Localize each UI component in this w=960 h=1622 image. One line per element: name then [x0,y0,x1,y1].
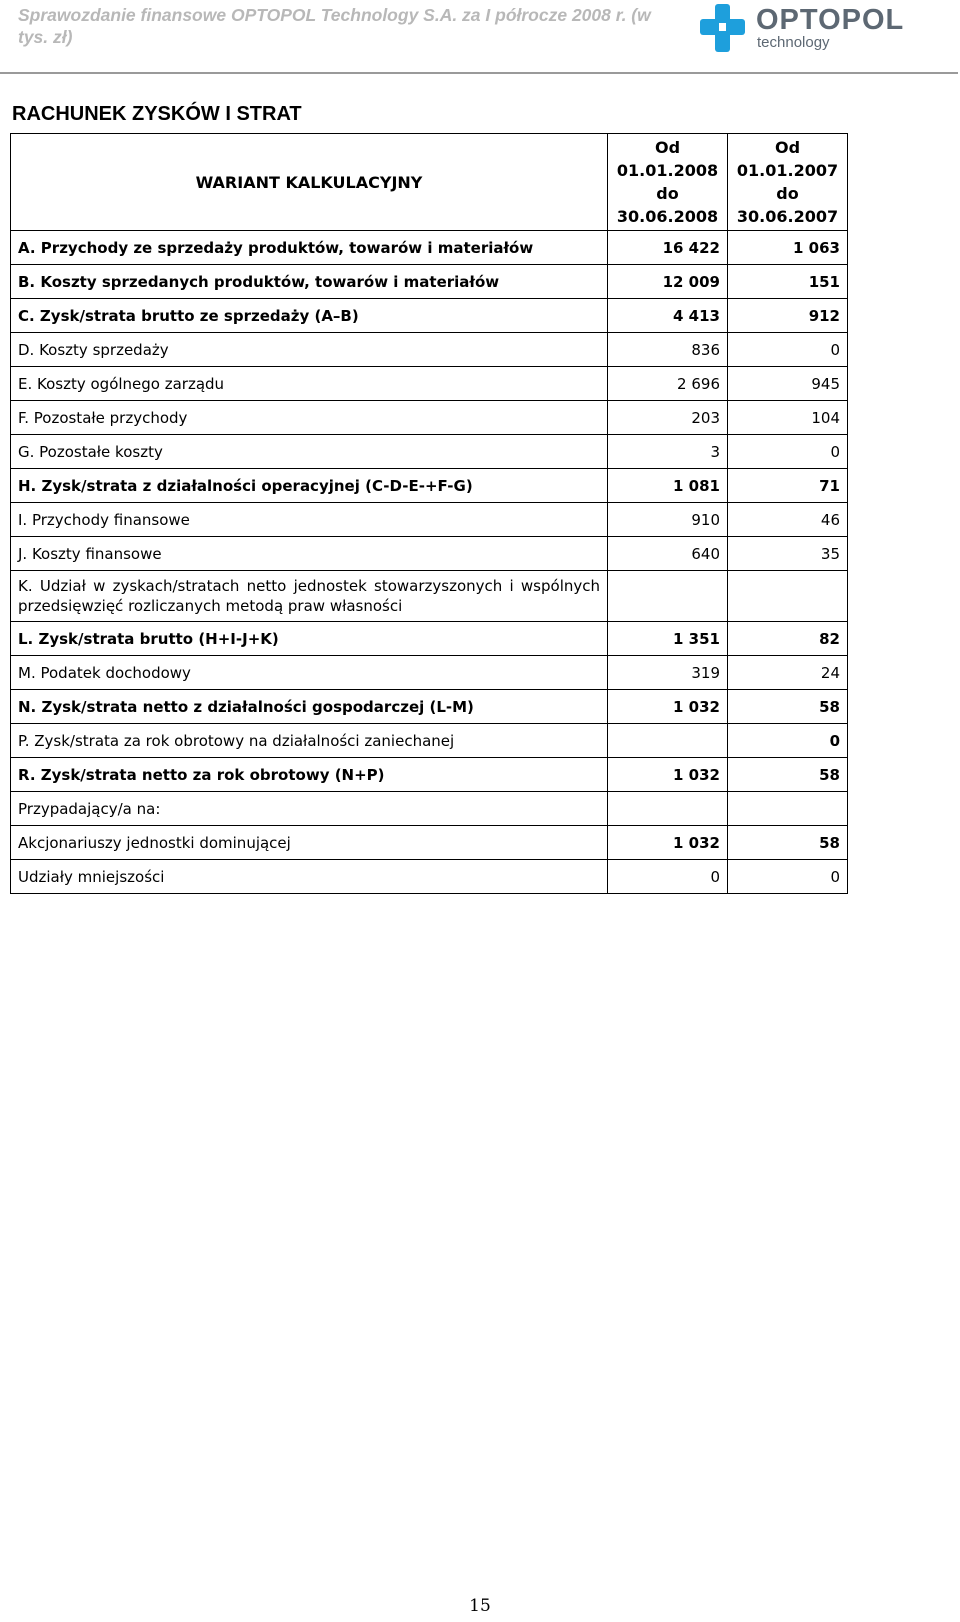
row-label: R. Zysk/strata netto za rok obrotowy (N+P) [11,758,608,792]
value-2007: 0 [728,724,848,758]
value-2007: 1 063 [728,231,848,265]
row-label: C. Zysk/strata brutto ze sprzedaży (A–B) [11,299,608,333]
row-label: J. Koszty finansowe [11,537,608,571]
period-to-label: do [656,184,679,203]
period-from-date: 01.01.2008 [616,161,719,180]
value-2007: 82 [728,622,848,656]
variant-header: WARIANT KALKULACYJNY [11,134,608,231]
optopol-cross-icon [700,4,745,52]
value-2008: 0 [608,860,728,894]
period-header-2008 [608,134,728,231]
row-label: Przypadający/a na: [11,792,608,826]
income-statement-table [10,133,848,894]
table-row [11,231,848,265]
table-header-row [11,134,848,231]
value-2008: 1 032 [608,690,728,724]
value-2008: 3 [608,435,728,469]
value-2008: 1 032 [608,826,728,860]
document-title: Sprawozdanie finansowe OPTOPOL Technology S.A. za I półrocze 2008 r. (w tys. zł) [18,5,651,47]
table-row [11,299,848,333]
value-2008: 836 [608,333,728,367]
row-label: I. Przychody finansowe [11,503,608,537]
table-row [11,333,848,367]
value-2007: 46 [728,503,848,537]
table-row [11,826,848,860]
row-label: Akcjonariuszy jednostki dominującej [11,826,608,860]
row-label: E. Koszty ogólnego zarządu [11,367,608,401]
row-label: K. Udział w zyskach/stratach netto jednostek stowarzyszonych i wspólnych przedsięwzięć rozliczanych metodą praw własności [11,571,608,622]
row-label: Udziały mniejszości [11,860,608,894]
table-row [11,401,848,435]
row-label: H. Zysk/strata z działalności operacyjnej (C-D-E-+F-G) [11,469,608,503]
value-2008 [608,792,728,826]
value-2007 [728,571,848,622]
row-label: F. Pozostałe przychody [11,401,608,435]
value-2008: 319 [608,656,728,690]
value-2007: 945 [728,367,848,401]
table-row [11,690,848,724]
table-row [11,537,848,571]
row-label: N. Zysk/strata netto z działalności gospodarczej (L-M) [11,690,608,724]
table-row [11,265,848,299]
period-to-label: do [776,184,799,203]
table-row [11,792,848,826]
row-label: B. Koszty sprzedanych produktów, towarów i materiałów [11,265,608,299]
value-2008 [608,571,728,622]
row-label: D. Koszty sprzedaży [11,333,608,367]
table-row [11,622,848,656]
section-title: RACHUNEK ZYSKÓW I STRAT [12,103,302,125]
value-2007: 35 [728,537,848,571]
value-2008: 12 009 [608,265,728,299]
row-label: A. Przychody ze sprzedaży produktów, towarów i materiałów [11,231,608,265]
value-2007: 71 [728,469,848,503]
period-to-date: 30.06.2007 [736,207,839,226]
table-row [11,724,848,758]
value-2008: 16 422 [608,231,728,265]
table-row [11,656,848,690]
table-row [11,367,848,401]
value-2007: 58 [728,826,848,860]
value-2007: 58 [728,690,848,724]
value-2007 [728,792,848,826]
value-2008: 1 081 [608,469,728,503]
table-body [11,231,848,894]
value-2008: 2 696 [608,367,728,401]
period-header-2007 [728,134,848,231]
logo-subtitle: technology [757,34,830,51]
row-label: G. Pozostałe koszty [11,435,608,469]
value-2007: 24 [728,656,848,690]
value-2008: 640 [608,537,728,571]
value-2008: 1 032 [608,758,728,792]
value-2007: 0 [728,333,848,367]
table-row [11,860,848,894]
value-2007: 0 [728,860,848,894]
value-2008: 203 [608,401,728,435]
value-2007: 912 [728,299,848,333]
table-row [11,503,848,537]
logo-wordmark: OPTOPOL [756,4,905,36]
value-2008 [608,724,728,758]
company-logo [700,4,925,54]
page-number: 15 [469,1596,491,1616]
value-2007: 0 [728,435,848,469]
header-divider [0,72,958,74]
row-label: L. Zysk/strata brutto (H+I-J+K) [11,622,608,656]
row-label: P. Zysk/strata za rok obrotowy na działalności zaniechanej [11,724,608,758]
value-2008: 1 351 [608,622,728,656]
page-header [0,0,960,76]
value-2007: 151 [728,265,848,299]
period-from-label: Od [774,138,801,157]
table-row [11,758,848,792]
row-label: M. Podatek dochodowy [11,656,608,690]
period-from-date: 01.01.2007 [736,161,839,180]
period-to-date: 30.06.2008 [616,207,719,226]
value-2008: 4 413 [608,299,728,333]
value-2008: 910 [608,503,728,537]
table-row [11,571,848,622]
period-from-label: Od [654,138,681,157]
table-row [11,469,848,503]
value-2007: 58 [728,758,848,792]
value-2007: 104 [728,401,848,435]
table-row [11,435,848,469]
